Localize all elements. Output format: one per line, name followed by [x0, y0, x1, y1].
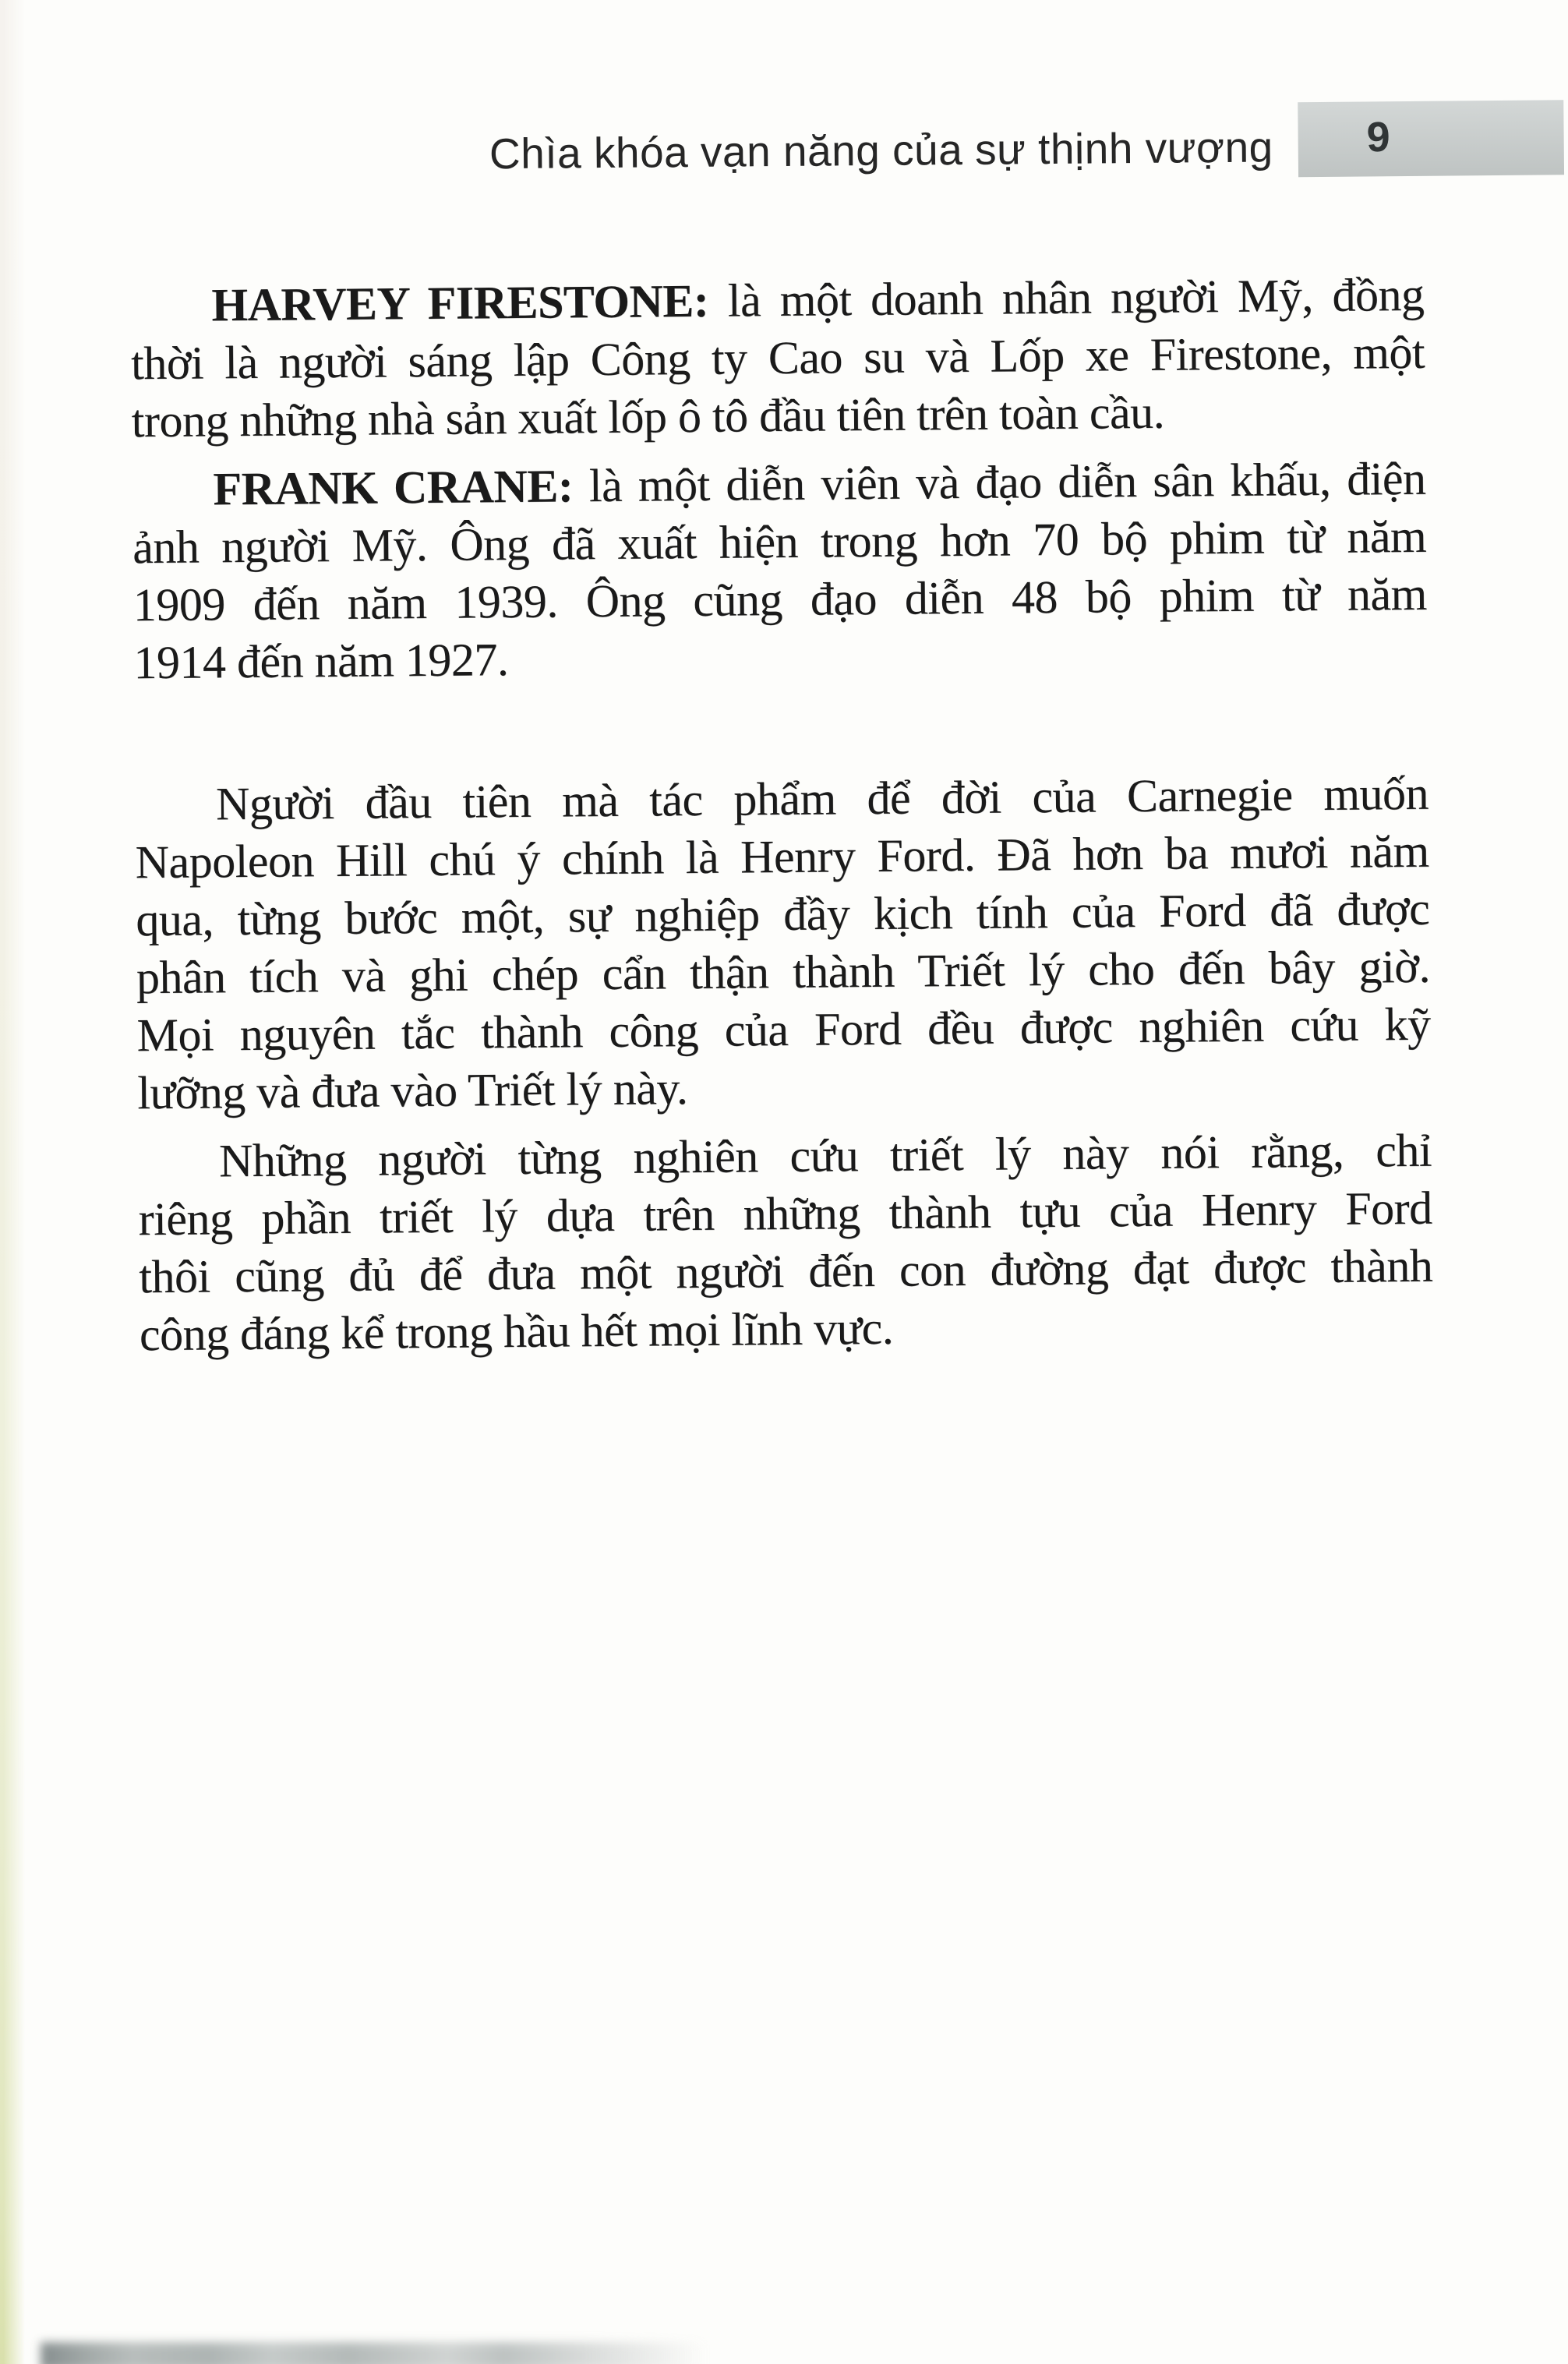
text-line: Người đầu tiên mà tác phẩm để đời của Carnegie muốn	[215, 767, 1429, 830]
text-line: HARVEY FIRESTONE: là một doanh nhân người Mỹ, đồng	[211, 268, 1425, 331]
text-line: riêng phần triết lý dựa trên những thành tựu của Henry Ford	[138, 1182, 1432, 1246]
scan-bleed-artifact	[41, 2342, 742, 2364]
body-text	[130, 266, 1433, 1363]
paragraph	[130, 266, 1425, 450]
text-line: Napoleon Hill chú ý chính là Henry Ford. Đã hơn ba mươi năm	[135, 825, 1429, 889]
paragraph	[138, 1122, 1434, 1363]
text-line: trong những nhà sản xuất lốp ô tô đầu tiên trên toàn cầu.	[131, 386, 1165, 447]
paragraph	[135, 765, 1432, 1122]
text-line: Những người từng nghiên cứu triết lý này nói rằng, chỉ	[218, 1124, 1432, 1187]
text-line: Mọi nguyên tắc thành công của Ford đều được nghiên cứu kỹ	[136, 998, 1431, 1062]
text-line: ảnh người Mỹ. Ông đã xuất hiện trong hơn 70 bộ phim từ năm	[132, 510, 1427, 574]
text-line: qua, từng bước một, sự nghiệp đầy kịch tính của Ford đã được	[136, 882, 1430, 946]
text-line: FRANK CRANE: là một diễn viên và đạo diễn sân khấu, điện	[213, 452, 1426, 515]
text-line: 1914 đến năm 1927.	[133, 634, 509, 689]
text-line: lưỡng và đưa vào Triết lý này.	[136, 1062, 688, 1119]
page-number-box	[1298, 100, 1564, 177]
text-line: 1909 đến năm 1939. Ông cũng đạo diễn 48 bộ phim từ năm	[132, 567, 1428, 631]
paragraph	[132, 450, 1428, 691]
text-line: thời là người sáng lập Công ty Cao su và Lốp xe Firestone, một	[130, 326, 1425, 390]
text-line: thôi cũng đủ để đưa một người đến con đường đạt được thành	[139, 1239, 1433, 1303]
page-number: 9	[1366, 114, 1390, 161]
text-line: công đáng kể trong hầu hết mọi lĩnh vực.	[139, 1302, 894, 1361]
bold-lead: HARVEY FIRESTONE:	[211, 274, 709, 331]
bold-lead: FRANK CRANE:	[213, 460, 574, 515]
text-line: phân tích và ghi chép cẩn thận thành Triết lý cho đến bây giờ.	[136, 940, 1431, 1004]
running-head-title: Chìa khóa vạn năng của sự thịnh vượng	[489, 122, 1273, 178]
